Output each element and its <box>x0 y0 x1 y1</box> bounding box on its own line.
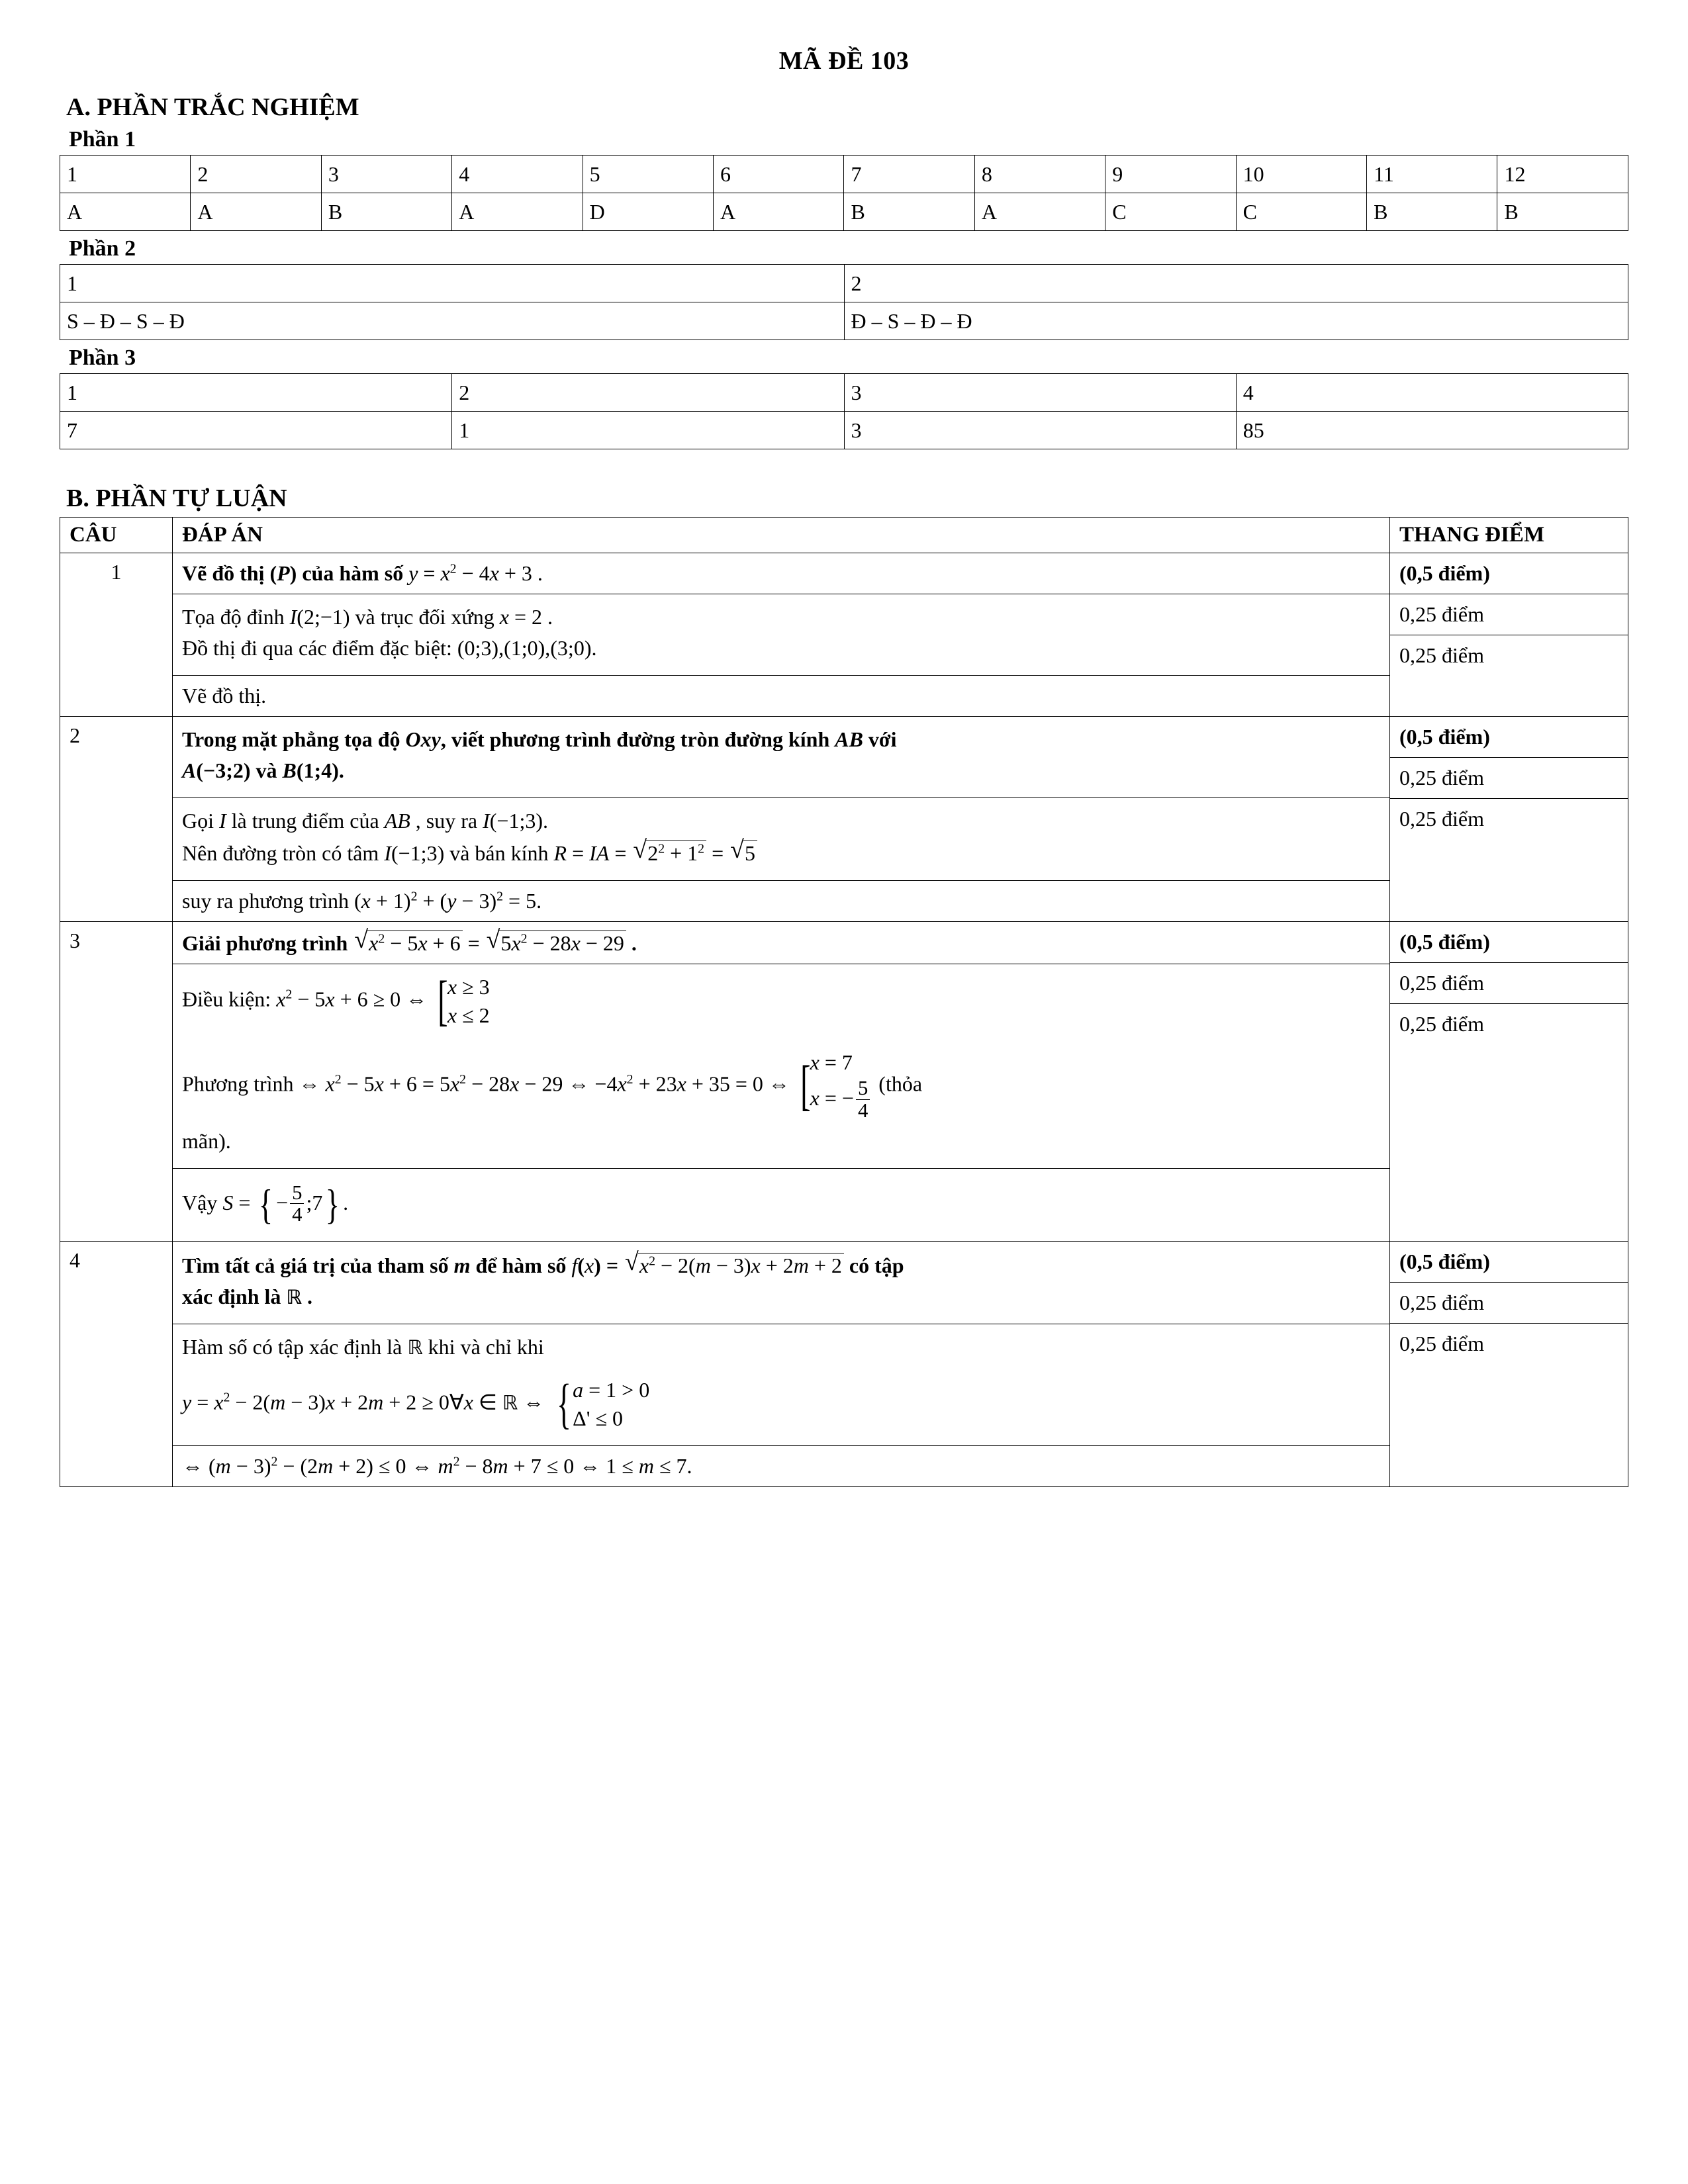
table-row <box>60 156 1628 193</box>
statement-points: (0,5 điểm) <box>1390 717 1628 758</box>
statement-points: (0,5 điểm) <box>1390 922 1628 963</box>
answer-steps <box>173 1242 1389 1486</box>
column-header-dapan: ĐÁP ÁN <box>173 518 1390 553</box>
cell-answer: C <box>1105 193 1236 231</box>
points-row <box>1390 594 1628 635</box>
part3-table <box>60 373 1628 449</box>
answer-step <box>173 1324 1389 1446</box>
answer-step <box>173 964 1389 1169</box>
answer-steps <box>173 717 1389 921</box>
table-row <box>60 717 1628 922</box>
essay-answer-table <box>60 517 1628 1487</box>
cell-answer: A <box>60 193 191 231</box>
cell-answer: C <box>1236 193 1366 231</box>
cell-number: 4 <box>452 156 583 193</box>
step-points: 0,25 điểm <box>1399 1012 1484 1036</box>
step-points: 0,25 điểm <box>1399 643 1484 667</box>
cell-number: 10 <box>1236 156 1366 193</box>
step-body: ⇔ $(m - 3)^2 - (2m + 2) \le 0$ ⇔ $m^2 - 8m + 7 \le 0$ ⇔ 1 ≤ m ≤ 7. <box>182 1454 692 1478</box>
cell-number: 5 <box>583 156 713 193</box>
cell-number: 12 <box>1497 156 1628 193</box>
cell-answer: A <box>714 193 844 231</box>
table-row <box>60 302 1628 340</box>
answer-content <box>173 553 1390 717</box>
answer-step <box>173 594 1389 676</box>
points-row <box>1390 1324 1628 1365</box>
table-row <box>60 412 1628 449</box>
table-row <box>60 553 1628 717</box>
points-row <box>1390 635 1628 676</box>
cell-answer: A <box>452 193 583 231</box>
step-body: Vẽ đồ thị. <box>182 684 267 707</box>
cell-answer: B <box>844 193 974 231</box>
column-header-cau: CÂU <box>60 518 173 553</box>
step-points: 0,25 điểm <box>1390 758 1628 799</box>
part2-table <box>60 264 1628 340</box>
column-header-thangdiem: THANG ĐIỂM <box>1390 518 1628 553</box>
step-body: Vậy S = { − $\frac{5}{4}$ ;7 } . <box>182 1181 349 1228</box>
step-body: Gọi I là trung điểm của AB , suy ra I(−1;3). Nên đường tròn có tâm I(−1;3) và bán kính R = IA = √ $2^2 + 1^2$ = √ 5 <box>173 798 1389 881</box>
cell-answer: 3 <box>844 412 1236 449</box>
cell-number: 11 <box>1367 156 1497 193</box>
part2-heading: Phần 2 <box>69 236 136 261</box>
answer-content <box>173 1242 1390 1487</box>
cell-answer: A <box>191 193 321 231</box>
part3-heading: Phần 3 <box>69 345 136 370</box>
step-points: 0,25 điểm <box>1399 807 1484 831</box>
table-row <box>60 374 1628 412</box>
step-points: 0,25 điểm <box>1390 963 1628 1004</box>
answer-step <box>173 717 1389 798</box>
cell-number: 2 <box>452 374 844 412</box>
cell-number: 8 <box>974 156 1105 193</box>
cell-answer: B <box>1497 193 1628 231</box>
answer-step <box>173 1242 1389 1324</box>
points-row <box>1390 922 1628 963</box>
page-title: MÃ ĐỀ 103 <box>778 47 910 75</box>
cell-answer: 7 <box>60 412 452 449</box>
points-row <box>1390 553 1628 594</box>
cell-number: 9 <box>1105 156 1236 193</box>
answer-step <box>173 922 1389 964</box>
step-statement: Trong mặt phẳng tọa độ Oxy, viết phương trình đường tròn đường kính AB với A(−3;2) và B(1;4). <box>173 717 1389 798</box>
step-body: Tọa độ đỉnh I(2;−1) và trục đối xứng x = 2 . Đồ thị đi qua các điểm đặc biệt: (0;3),(1;0),(3;0). <box>173 594 1389 676</box>
step-statement: Tìm tất cả giá trị của tham số m để hàm số f(x) = √ $x^2 - 2(m - 3)x + 2m + 2$ có tập xác định là ℝ . <box>173 1242 1389 1324</box>
table-row <box>60 265 1628 302</box>
answer-step <box>173 798 1389 881</box>
question-number: 2 <box>60 717 173 922</box>
points-content <box>1390 1242 1628 1487</box>
cell-number: 3 <box>321 156 451 193</box>
question-number: 1 <box>60 553 173 717</box>
question-number: 3 <box>60 922 173 1242</box>
cell-number: 6 <box>714 156 844 193</box>
step-statement: Giải phương trình √ $x^2 - 5x + 6$ = √ $5x^2 - 28x - 29$ . <box>173 922 1389 964</box>
cell-answer: 1 <box>452 412 844 449</box>
answer-step <box>173 676 1389 717</box>
step-points: 0,25 điểm <box>1399 1332 1484 1355</box>
cell-number: 2 <box>844 265 1628 302</box>
answer-step <box>173 881 1389 922</box>
section-b-heading: B. PHẦN TỰ LUẬN <box>66 484 287 512</box>
points-steps <box>1390 717 1628 839</box>
table-header-row <box>60 518 1628 553</box>
answer-content <box>173 717 1390 922</box>
points-content <box>1390 922 1628 1242</box>
points-row <box>1390 1283 1628 1324</box>
table-row <box>60 1242 1628 1487</box>
table-row <box>60 193 1628 231</box>
statement-points: (0,5 điểm) <box>1390 553 1628 594</box>
cell-answer: B <box>321 193 451 231</box>
step-body: suy ra phương trình $(x + 1)^2 + (y - 3)^2 = 5$. <box>182 889 542 913</box>
cell-answer: 85 <box>1236 412 1628 449</box>
answer-steps <box>173 553 1389 716</box>
cell-number: 2 <box>191 156 321 193</box>
points-steps <box>1390 922 1628 1044</box>
cell-answer: B <box>1367 193 1497 231</box>
step-points: 0,25 điểm <box>1390 1283 1628 1324</box>
cell-number: 1 <box>60 156 191 193</box>
step-points: 0,25 điểm <box>1390 594 1628 635</box>
points-content <box>1390 553 1628 717</box>
section-a-heading: A. PHẦN TRẮC NGHIỆM <box>66 93 359 121</box>
answer-steps <box>173 922 1389 1241</box>
cell-answer: A <box>974 193 1105 231</box>
answer-step <box>173 1446 1389 1487</box>
points-row <box>1390 963 1628 1004</box>
cell-answer: S – Đ – S – Đ <box>60 302 845 340</box>
step-body: Hàm số có tập xác định là ℝ khi và chỉ khi $y = x^2 - 2(m - 3)x + 2m + 2$ ≥ 0∀x ∈ ℝ ⇔ { a = 1 > 0 Δ' ≤ 0 <box>173 1324 1389 1446</box>
points-row <box>1390 717 1628 758</box>
answer-step <box>173 553 1389 594</box>
part1-heading: Phần 1 <box>69 127 136 152</box>
answer-content <box>173 922 1390 1242</box>
part1-table <box>60 155 1628 231</box>
cell-number: 7 <box>844 156 974 193</box>
step-body: Điều kiện: $x^2 - 5x + 6 \ge 0$ ⇔ [ x ≥ 3 x ≤ 2 Phương trình ⇔ $x^2 - 5x + 6 = 5x^2 - 28x - 29$ ⇔ $-4x^2 + 23x + 35 = 0$ ⇔ [ x = 7 x = − $\frac{5}{4}$ (thỏa mãn). <box>173 964 1389 1169</box>
cell-answer: Đ – S – Đ – Đ <box>844 302 1628 340</box>
cell-number: 1 <box>60 374 452 412</box>
points-content <box>1390 717 1628 922</box>
cell-number: 1 <box>60 265 845 302</box>
points-row <box>1390 1242 1628 1283</box>
table-row <box>60 922 1628 1242</box>
points-row <box>1390 758 1628 799</box>
points-steps <box>1390 1242 1628 1364</box>
step-statement: Vẽ đồ thị (P) của hàm số $y = x^2 - 4x + 3$ . <box>173 553 1389 594</box>
cell-number: 4 <box>1236 374 1628 412</box>
cell-answer: D <box>583 193 713 231</box>
points-row <box>1390 1004 1628 1045</box>
cell-number: 3 <box>844 374 1236 412</box>
question-number: 4 <box>60 1242 173 1487</box>
points-row <box>1390 799 1628 840</box>
statement-points: (0,5 điểm) <box>1390 1242 1628 1283</box>
points-steps <box>1390 553 1628 676</box>
answer-step <box>173 1168 1389 1241</box>
